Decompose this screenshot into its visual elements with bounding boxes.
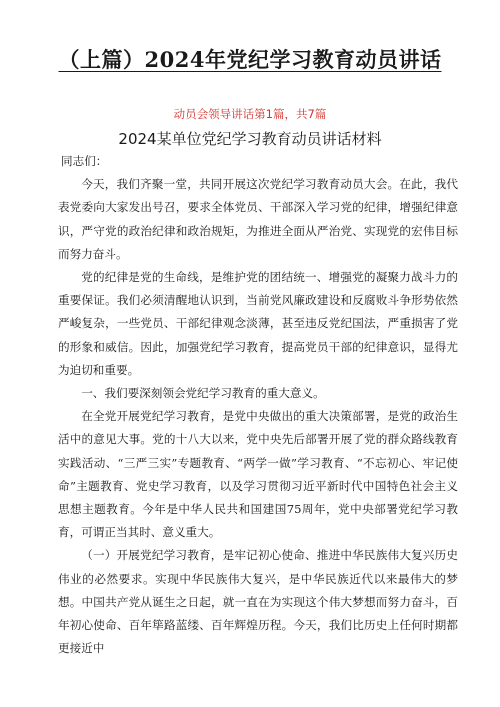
paragraph-opening: 今天，我们齐聚一堂，共同开展这次党纪学习教育动员大会。在此，我代表党委向大家发出号召，要求全体党员、干部深入学习党的纪律，增强纪律意识，严守党的政治纪律和政治规矩，为推进全面从严治党、实现党的宏伟目标而努力奋斗。 (58, 177, 458, 261)
series-subtitle: 动员会领导讲话第1篇，共7篇 (173, 107, 327, 121)
salutation: 同志们： (61, 154, 108, 168)
paragraph-significance: 在全党开展党纪学习教育，是党中央做出的重大决策部署，是党的政治生活中的意见大事。党的十八大以来，党中央先后部署开展了党的群众路线教育实践活动、“三严三实”专题教育、“两学一做”学习教育、“不忘初心、牢记使命”主题教育、党史学习教育，以及学习贯彻习近平新时代中国特色社会主义思想主题教育。今年是中华人民共和国建国75周年，党中央部署党纪学习教育，可谓正当其时、意义重大。 (58, 409, 458, 540)
material-title: 2024某单位党纪学习教育动员讲话材料 (118, 130, 382, 148)
paragraph-discipline-lifeline: 党的纪律是党的生命线，是维护党的团结统一、增强党的凝聚力战斗力的重要保证。我们必须清醒地认识到，当前党风廉政建设和反腐败斗争形势依然严峻复杂，一些党员、干部纪律观念淡薄，甚至违反党纪国法，严重损害了党的形象和威信。因此，加强党纪学习教育，提高党员干部的纪律意识，显得尤为迫切和重要。 (58, 270, 458, 377)
paragraph-subsection-one: （一）开展党纪学习教育，是牢记初心使命、推进中华民族伟大复兴历史伟业的必然要求。实现中华民族伟大复兴，是中华民族近代以来最伟大的梦想。中国共产党从诞生之日起，就一直在为实现这个伟大梦想而努力奋斗，百年初心使命、百年筚路蓝缕、百年辉煌历程。今天，我们比历史上任何时期都更接近中 (58, 548, 458, 656)
document-title: （上篇）2024年党纪学习教育动员讲话 (58, 47, 442, 72)
section-heading-one: 一、我们要深刻领会党纪学习教育的重大意义。 (81, 386, 325, 401)
document-body (58, 150, 458, 660)
